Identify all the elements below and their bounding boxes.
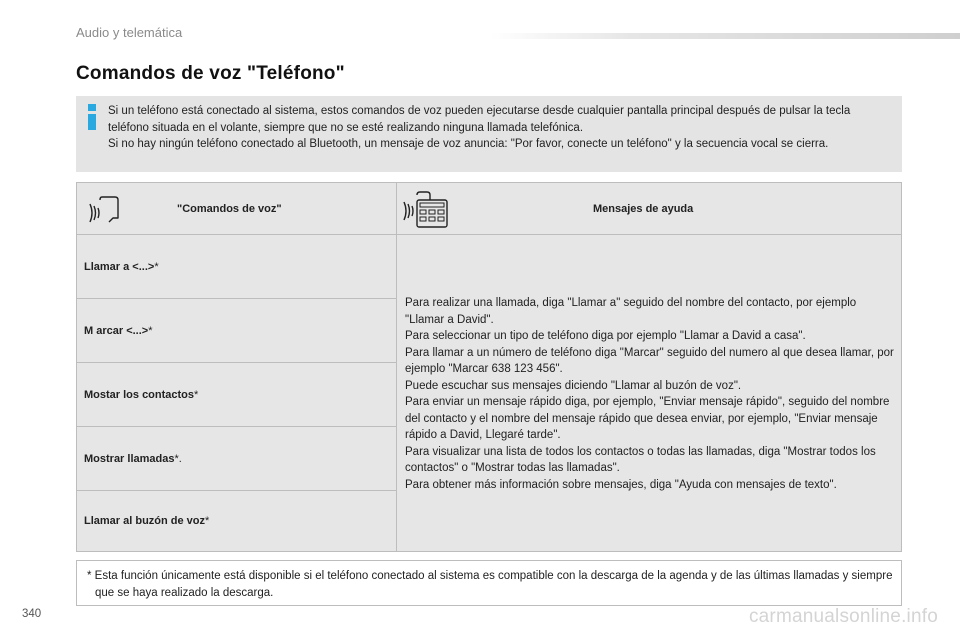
- help-line: Para realizar una llamada, diga "Llamar a" seguido del nombre del contacto, por ejemplo "Llamar a David".: [405, 297, 857, 326]
- command-mark: *: [148, 325, 153, 337]
- info-text: [108, 103, 894, 153]
- command-mark: *: [154, 261, 159, 273]
- command-label: Llamar al buzón de voz: [84, 515, 206, 527]
- info-line: Si un teléfono está conectado al sistema, estos comandos de voz pueden ejecutarse desde cualquier pantalla principal después de pulsar la tecla teléfono situada en el volante, siempre que no se esté realizando ninguna llamada telefónica.: [108, 105, 851, 134]
- watermark: carmanualsonline.info: [748, 606, 938, 627]
- command-label: Mostar los contactos: [84, 389, 195, 401]
- header-commands-label: "Comandos de voz": [177, 203, 282, 215]
- command-row: [77, 235, 396, 299]
- footnote-text: * Esta función únicamente está disponible si el teléfono conectado al sistema es compatible con la descarga de la agenda y de las últimas llamadas y siempre que se haya realizado la descarga.: [87, 570, 893, 599]
- header-rule: [490, 33, 960, 39]
- header-help-label: Mensajes de ayuda: [593, 203, 694, 215]
- info-line: Si no hay ningún teléfono conectado al Bluetooth, un mensaje de voz anuncia: "Por favor, conecte un teléfono" y la secuencia vocal se cierra.: [108, 138, 829, 150]
- command-mark: *: [205, 515, 210, 527]
- page-number: 340: [22, 608, 42, 620]
- voice-commands-table: [76, 182, 902, 552]
- header-help: [397, 183, 902, 235]
- command-row: [77, 363, 396, 427]
- help-line: Para llamar a un número de teléfono diga "Marcar" seguido del numero al que desea llamar, por ejemplo "Marcar 638 123 456".: [405, 346, 894, 375]
- command-mark: *.: [174, 453, 182, 465]
- command-label: Llamar a <...>: [84, 261, 155, 273]
- command-row: [77, 491, 396, 551]
- help-messages: [405, 295, 895, 493]
- header-commands: [77, 183, 396, 235]
- voice-help-keypad-icon: [403, 189, 451, 229]
- voice-command-icon: [89, 191, 121, 227]
- info-box: [76, 96, 902, 172]
- info-icon: [84, 104, 100, 130]
- help-line: Puede escuchar sus mensajes diciendo "Llamar al buzón de voz".: [405, 379, 742, 392]
- help-line: Para visualizar una lista de todos los contactos o todas las llamadas, diga "Mostrar todos los contactos" o "Mostrar todas las llamadas".: [405, 445, 876, 474]
- command-row: [77, 427, 396, 491]
- command-label: M arcar <...>: [84, 325, 149, 337]
- page-title: Comandos de voz "Teléfono": [76, 63, 345, 84]
- command-mark: *: [194, 389, 199, 401]
- help-line: Para seleccionar un tipo de teléfono diga por ejemplo "Llamar a David a casa".: [405, 330, 806, 342]
- help-line: Para obtener más información sobre mensajes, diga "Ayuda con mensajes de texto".: [405, 478, 837, 491]
- command-row: [77, 299, 396, 363]
- commands-column: [77, 183, 397, 551]
- help-line: Para enviar un mensaje rápido diga, por ejemplo, "Enviar mensaje rápido", seguido del nombre del contacto y el nombre del mensaje rápido que desea enviar, por ejemplo, "Enviar mensaje rápido a David, Llegaré tarde".: [405, 396, 890, 441]
- section-label: Audio y telemática: [76, 25, 183, 40]
- command-label: Mostrar llamadas: [84, 453, 175, 465]
- footnote-box: [76, 560, 902, 606]
